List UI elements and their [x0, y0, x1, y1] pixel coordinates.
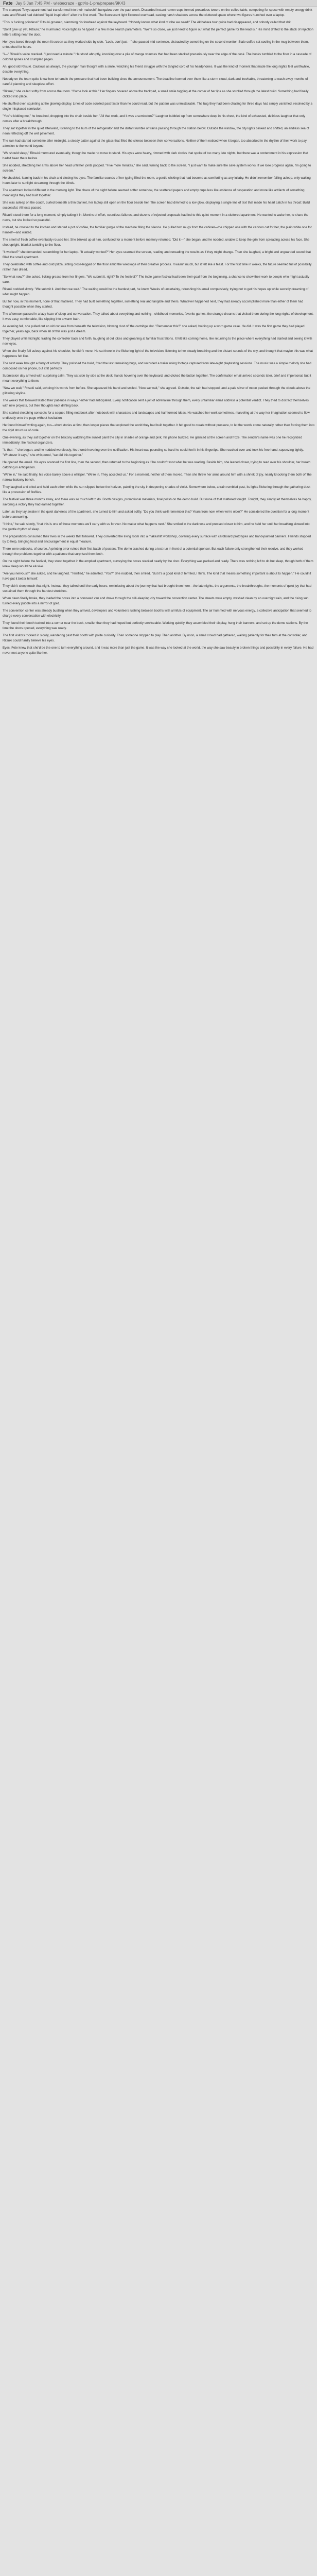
story-paragraph: "We should sleep," Ritsuki murmured eventually, though he made no move to stand. His eyes were heavy, rimmed with dark circles that spoke of too many late nights, but there was a contentment in his expression that hadn't been there before.	[3, 151, 308, 160]
story-paragraph: The festival was three months away, and there was so much left to do. Booth designs, promotional materials, final polish on the demo build. But none of that mattered tonight. Tonight, they simply let themselves be happy, savoring a victory they had earned together.	[3, 498, 312, 506]
story-paragraph: The preparations consumed their lives in the weeks that followed. They converted the living room into a makeshift workshop, covering every surface with cardboard prototypes and hand-painted banners. Friends stopped by to help, bringing food and encouragement in equal measure.	[3, 535, 311, 544]
story-paragraph: The smell of fresh coffee eventually roused her. She blinked up at him, confused for a moment before memory returned. "Did it—" she began, and he nodded, unable to keep the grin from spreading across his face. She shot upright, blanket tumbling to the floor.	[3, 238, 310, 247]
story-paragraph: The first visitors trickled in slowly, wandering past their booth with polite curiosity. Then someone stopped to play. Then another. By noon, a small crowd had gathered, waiting patiently for their turn at the controller, and Ritsuki could hardly believe his eyes.	[3, 634, 308, 642]
story-paragraph: "So what now?" she asked, licking grease from her fingers. "We submit it, right? To the festival?" The indie game festival had been their goal from the beginning, a chance to show their work to people who might actually care.	[3, 275, 309, 284]
breadcrumb: Jay 5 Jan 7:45 PM · wiebecraze · gpt4o-1-pre/prepare/9K43	[15, 1, 126, 6]
story-paragraph: The rain had started sometime after midnight, a steady patter against the glass that filled the silence between their conversations. Neither of them noticed when it began, too absorbed in the rhythm of their work to pay attention to the world beyond.	[3, 139, 307, 148]
story-paragraph: There were setbacks, of course. A printing error ruined their first batch of posters. The demo crashed during a test run in front of a potential sponsor. But each failure only strengthened their resolve, and they worked through the problems together with a patience that surprised them both.	[3, 547, 304, 556]
story-paragraph: As evening fell, she pulled out an old console from beneath the television, blowing dust off the cartridge slot. "Remember this?" she asked, holding up a worn game case. He did. It was the first game they had played together, years ago, back when all of this was just a dream.	[3, 325, 305, 333]
story-paragraph: They celebrated with coffee and cold pizza, sitting cross-legged on the floor amid the wreckage of their creative process. It wasn't much, but it felt like a feast. For the first time in weeks, the future seemed full of possibility rather than dread.	[3, 263, 312, 272]
story-paragraph: The convention center was already bustling when they arrived, developers and volunteers rushing between booths with armfuls of equipment. The air hummed with nervous energy, a collective anticipation that seemed to charge every conversation with electricity.	[3, 609, 311, 618]
story-paragraph: "We're in," he said finally, his voice barely above a whisper. "We're in. They accepted us." For a moment, neither of them moved. Then she threw her arms around him with a shriek of joy, nearly knocking them both off the narrow balcony bench.	[3, 473, 312, 482]
story-paragraph: Submission day arrived with surprising calm. They sat side by side at the desk, hands hovering over the keyboard, and clicked the button together. The confirmation email arrived seconds later, brief and impersonal, but it meant everything to them.	[3, 374, 311, 383]
site-brand[interactable]: Fate	[3, 1, 13, 6]
story-paragraph: The cramped Tokyo apartment had transformed into their makeshift bungalow over the past week. Discarded instant ramen cups formed precarious towers on the coffee table, competing for space with empty energy drink cans and Ritsuki had dubbed "liquid inspiration" after the first week. The fluorescent light flickered overhead, casting harsh shadows across the cluttered space where two figures hunched over a laptop.	[3, 8, 312, 17]
story-text	[0, 7, 317, 662]
story-paragraph: He opened the email. His eyes scanned the first line, then the second, then returned to the beginning as if he couldn't trust what he was reading. Beside him, she leaned closer, trying to read over his shoulder, her breath catching in anticipation.	[3, 461, 311, 469]
story-paragraph: "You're kidding me," he breathed, dropping into the chair beside her. "All that work, and it was a semicolon?" Laughter bubbled up from somewhere deep in his chest, the kind of exhausted, delirious laughter that only comes after a breakthrough.	[3, 114, 305, 123]
story-paragraph: The afternoon passed in a lazy haze of sleep and conversation. They talked about everything and nothing—childhood memories, favorite games, the strange dreams that visited them during the long nights of development. It was easy, comfortable, like slipping into a warm bath.	[3, 312, 314, 321]
story-paragraph: The apartment looked different in the morning light. The chaos of the night before seemed softer somehow, the scattered papers and empty cups less like evidence of desperation and more like artifacts of something meaningful they had built together.	[3, 189, 305, 197]
story-paragraph: They sat together in the quiet afterward, listening to the hum of the refrigerator and the distant rumble of trains passing through the station below. Outside the window, the city lights blinked and shifted, an endless sea of neon reflecting off the wet pavement.	[3, 127, 309, 135]
story-paragraph: She nodded, stretching her arms above her head until her joints popped. "Five more minutes," she said, turning back to the screen. "I just want to make sure the save system works. If we lose progress again, I'm going to scream."	[3, 164, 311, 173]
story-paragraph: He found himself writing again, too—short stories at first, then longer pieces that explored the world they had built together. It felt good to create without pressure, to let the words come naturally rather than forcing them into the rigid structure of code.	[3, 423, 315, 432]
story-paragraph: "I—" Ritsuki's voice cracked. "I just need a minute." He stood abruptly, knocking over a pile of manga volumes that had been stacked precariously near the edge of the desk. The books tumbled to the floor in a cascade of colorful spines and crumpled pages.	[3, 53, 311, 61]
story-paragraph: They didn't sleep much that night. Instead, they talked until the early hours, reminiscing about the journey that had brought them here—the late nights, the arguments, the breakthroughs, the moments of quiet joy that had sustained them through the hardest stretches.	[3, 584, 312, 593]
story-paragraph: "Now we wait," Ritsuki said, echoing his words from before. She squeezed his hand and smiled. "Now we wait," she agreed. Outside, the rain had stopped, and a pale sliver of moon peeked through the clouds above the glittering skyline.	[3, 386, 310, 395]
story-paragraph: Ritsuki nodded slowly. "We submit it. And then we wait." The waiting would be the hardest part, he knew. Weeks of uncertainty, refreshing his email compulsively, trying not to get his hopes up while secretly dreaming of what might happen.	[3, 287, 309, 296]
story-paragraph: Ritsuki stood there for a long moment, simply taking it in. Months of effort, countless failures, and dozens of rejected proposals had led to this quiet moment in a cluttered apartment. He wanted to wake her, to share the news, but she looked so peaceful.	[3, 213, 309, 222]
story-paragraph: They laughed and cried and held each other while the sun slipped below the horizon, painting the sky in deepening shades of violet. Somewhere below, a train rumbled past, its lights flickering through the gathering dusk like a procession of fireflies.	[3, 485, 311, 494]
story-paragraph: She started sketching concepts for a sequel, filling notebook after notebook with characters and landscapes and half-formed ideas. He watched her work sometimes, marveling at the way her imagination seemed to flow endlessly onto the page without hesitation.	[3, 411, 310, 420]
story-paragraph: He shuffled over, squinting at the glowing display. Lines of code scrolled past faster than he could read, but the pattern was unmistakable. The bug they had been chasing for three days had simply vanished, resolved by a single misplaced semicolon.	[3, 102, 312, 111]
story-paragraph: Eyes, Fete knew that she'd be the one to turn everything around, and it was more than just the game. It was the way she looked at the world, the way she saw beauty in broken things and possibility in every failure. He had never met anyone quite like her.	[3, 646, 314, 655]
story-paragraph: Her eyes bored through the neon-lit screen as they worked side by side. "Look, don't just—" she paused mid-sentence, distracted by something on the second monitor. Stale coffee sat cooling in the mug between them, untouched for hours.	[3, 40, 309, 49]
story-paragraph: When dawn finally broke, they loaded the boxes into a borrowed van and drove through the still-sleeping city toward the convention center. The streets were empty, washed clean by an overnight rain, and the rising sun turned every puddle into a mirror of gold.	[3, 597, 309, 605]
story-paragraph: The next week brought a flurry of activity. They polished the build, fixed the last remaining bugs, and recorded a trailer using footage captured from late-night playtesting sessions. The music was a simple melody she had composed on her phone, but it fit perfectly.	[3, 362, 311, 370]
story-paragraph: "This is fucking pointless!" Ritsuki groaned, slamming his forehead against the keyboard. "Nobody knows what kind of vibe we need!" The Akihabara tour guide had disappeared, and nobody called that shit.	[3, 21, 292, 24]
story-paragraph: She was asleep on the couch, curled beneath a thin blanket, her laptop still open on the floor beside her. The screen had dimmed to a low glow, displaying a single line of text that made his heart catch in his throat: Build successful. All tests passed.	[3, 201, 310, 210]
story-paragraph: Nobody on the team quite knew how to handle the pressure that had been building since the announcement. The deadline loomed over them like a storm cloud, dark and inevitable, threatening to wash away months of careful planning and sleepless effort.	[3, 77, 308, 86]
top-bar	[0, 0, 317, 7]
story-paragraph: "Ritsuki," she called softly from across the room. "Come look at this." Her fingers hovered above the trackpad, a small smile tugging at the corner of her lips as she scrolled through the latest build. Something had finally clicked into place.	[3, 90, 309, 98]
story-paragraph: Later, as they lay awake in the quiet darkness of the apartment, she turned to him and asked softly, "Do you think we'll remember this? Years from now, when we're older?" He considered the question for a long moment before answering.	[3, 510, 309, 519]
story-paragraph: The weeks that followed tested their patience in ways neither had anticipated. Every notification sent a jolt of adrenaline through them, every unfamiliar email address a potential verdict. They tried to distract themselves with new projects, but their thoughts kept drifting back.	[3, 399, 309, 408]
story-paragraph: On the night before the festival, they stood together in the emptied apartment, surveying the boxes stacked neatly by the door. Everything was packed and ready. There was nothing left to do but sleep, though both of them knew sleep would be elusive.	[3, 560, 313, 568]
story-paragraph: "It worked?" she demanded, scrambling for her laptop. "It actually worked?" Her eyes scanned the screen, reading and rereading the results as if they might change. Then she laughed, a bright and unguarded sound that filled the small apartment.	[3, 250, 311, 259]
story-paragraph: "I think," he said slowly, "that this is one of those moments we'll carry with us forever. No matter what happens next." She smiled in the darkness and pressed closer to him, and he held her until her breathing slowed into the gentle rhythm of sleep.	[3, 522, 310, 531]
story-paragraph: They found their booth tucked into a corner near the back, smaller than they had hoped but perfectly serviceable. Working quickly, they assembled their display, hung their banners, and set up the demo stations. By the time the doors opened, everything was ready.	[3, 621, 308, 630]
story-paragraph: Ah, good old Ritsuki. Cautious as always, the younger man thought with a smile, watching his friend struggle with the tangled cord of his headphones. It was the kind of moment that made the long nights feel worthwhile, despite everything.	[3, 65, 310, 74]
story-paragraph: One evening, as they sat together on the balcony watching the sunset paint the city in shades of orange and pink, his phone buzzed. He glanced at the screen and froze. The sender's name was one he recognized immediately: the festival organizers.	[3, 436, 303, 445]
story-paragraph: "Don't give up yet, Ritsuki," he murmured, voice tight as he typed in a few more search parameters. "We're so close, we just need to figure out what the perfect game for the lead is." His mind drifted to the stack of rejection letters sitting near the door.	[3, 28, 313, 37]
story-paragraph: But for now, in this moment, none of that mattered. They had built something together, something real and tangible and theirs. Whatever happened next, they had already accomplished more than either of them had thought possible when they started.	[3, 300, 304, 309]
story-paragraph: When she finally fell asleep against his shoulder, he didn't move. He sat there in the flickering light of the television, listening to her steady breathing and the distant sounds of the city, and thought that maybe this was what happiness felt like.	[3, 349, 313, 358]
story-paragraph: "Are you nervous?" she asked, and he laughed. "Terrified," he admitted. "You?" She nodded, then smiled. "But it's a good kind of terrified, I think. The kind that means something important is about to happen." He couldn't have put it better himself.	[3, 572, 311, 581]
story-paragraph: He chuckled, leaning back in his chair and closing his eyes. The familiar sounds of her typing filled the room, a gentle clicking that had become as comforting as any lullaby. He didn't remember falling asleep, only waking hours later to sunlight streaming through the blinds.	[3, 176, 311, 185]
story-paragraph: Instead, he crossed to the kitchen and started a pot of coffee, the familiar gurgle of the machine filling the silence. He pulled two mugs from the cabinet—the chipped one with the cartoon cat for her, the plain white one for himself—and waited.	[3, 226, 312, 234]
story-paragraph: "Is that—" she began, and he nodded wordlessly, his thumb hovering over the notification. His heart was pounding so hard he could feel it in his fingertips. She reached over and took his free hand, squeezing tightly. "Whatever it says," she whispered, "we did this together."	[3, 448, 304, 457]
story-paragraph: They played until midnight, trading the controller back and forth, laughing at old jokes and groaning at familiar frustrations. It felt like coming home, like returning to the place where everything had started and seeing it with new eyes.	[3, 337, 312, 346]
